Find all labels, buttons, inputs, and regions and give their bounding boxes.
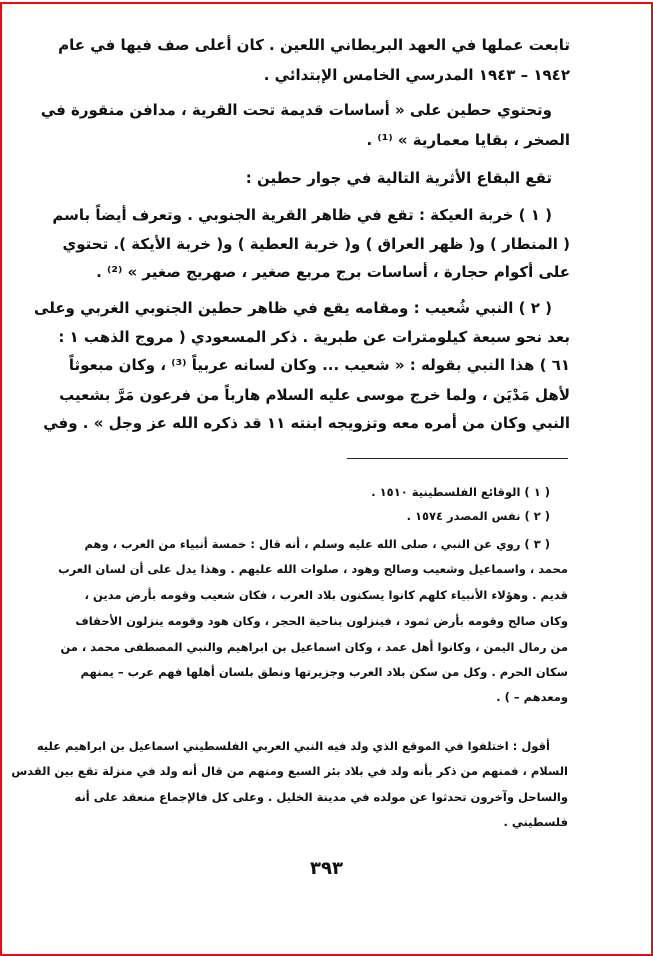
footnote-line: ( ٢ ) نفس المصدر ١٥٧٤ . (406, 509, 550, 523)
body-line: تقع البقاع الأثرية التالية في جوار حطين : (245, 169, 552, 187)
body-line: ( المنطار ) و( ظهر العراق ) و( خربة العطية ) و( خربة الأيكة ). تحتوي (62, 235, 570, 253)
footnote-line: أقول : اختلفوا في الموقع الذي ولد فيه النبي العربي الفلسطيني اسماعيل بن ابراهيم عليه (36, 739, 550, 753)
footnote-line: قديم . وهؤلاء الأنبياء كلهم كانوا يسكنون بلاد العرب ، فكان شعيب وقومه بأرض مدين ، (84, 588, 568, 602)
body-line: الصخر ، بقايا معمارية » ⁽¹⁾ . (366, 131, 570, 149)
footnote-line: سكان الحرم . وكل من سكن بلاد العرب وجزيرتها ونطق بلسان أهلها فهم عرب – يمنهم (80, 665, 568, 679)
body-line: ٦١ ) هذا النبي بقوله : « شعيب ... وكان لسانه عربياً ⁽³⁾ ، وكان مبعوثاً (68, 356, 570, 374)
footnote-line: ( ١ ) الوقائع الفلسطينية ١٥١٠ . (371, 485, 550, 499)
footnote-line: السلام ، فمنهم من ذكر بأنه ولد في بلاد بئر السبع ومنهم من قال أنه ولد في منزلة تقع بين القدس (11, 764, 568, 778)
body-line: ( ١ ) خربة العيكة : تقع في ظاهر القرية الجنوبي . وتعرف أيضاً باسم (52, 206, 552, 224)
page-number: ٣٩٣ (310, 858, 343, 879)
body-line: بعد نحو سبعة كيلومترات عن طبرية . ذكر المسعودي ( مروج الذهب ١ : (58, 328, 570, 346)
footnote-line: وكان صالح وقومه بأرض ثمود ، فينزلون بناحية الحجر ، وكان هود وقومه ينزلون الأحقاف (75, 614, 568, 628)
footnote-line: من رمال اليمن ، وكانوا أهل عمد ، وكان اسماعيل بن ابراهيم والنبي المصطفى محمد ، من (60, 640, 568, 654)
body-line: ١٩٤٢ – ١٩٤٣ المدرسي الخامس الإبتدائي . (263, 66, 570, 84)
footnote-divider (347, 458, 568, 459)
body-line: على أكوام حجارة ، أساسات برج مربع صغير ، صهريج صغير » ⁽²⁾ . (96, 263, 570, 281)
body-line: النبي وكان من أمره معه وتزويجه ابنته ١١ قد ذكره الله عز وجل » . وفي (43, 414, 570, 432)
footnote-line: ( ٣ ) روي عن النبي ، صلى الله عليه وسلم ، أنه قال : خمسة أنبياء من العرب ، وهم (84, 537, 550, 551)
footnote-line: فلسطيني . (503, 815, 568, 829)
body-line: لأهل مَدْيَن ، ولما خرج موسى عليه السلام هارباً من فرعون مَرَّ بشعيب (59, 386, 570, 404)
body-line: وتحتوي حطين على « أساسات قديمة تحت القرية ، مدافن منقورة في (40, 101, 552, 119)
footnote-line: محمد ، واسماعيل وشعيب وصالح وهود ، صلوات الله عليهم . وهذا يدل على أن لسان العرب (58, 562, 568, 576)
footnote-line: والساحل وآخرون تحدثوا عن مولده في مدينة الخليل . وعلى كل فالإجماع منعقد على أنه (74, 790, 568, 804)
footnote-line: ومعدهم – ) . (496, 690, 568, 704)
body-line: ( ٢ ) النبي شُعيب : ومقامه يقع في ظاهر حطين الجنوبي الغربي وعلى (34, 299, 552, 317)
body-line: تابعت عملها في العهد البريطاني اللعين . كان أعلى صف فيها في عام (58, 36, 570, 54)
